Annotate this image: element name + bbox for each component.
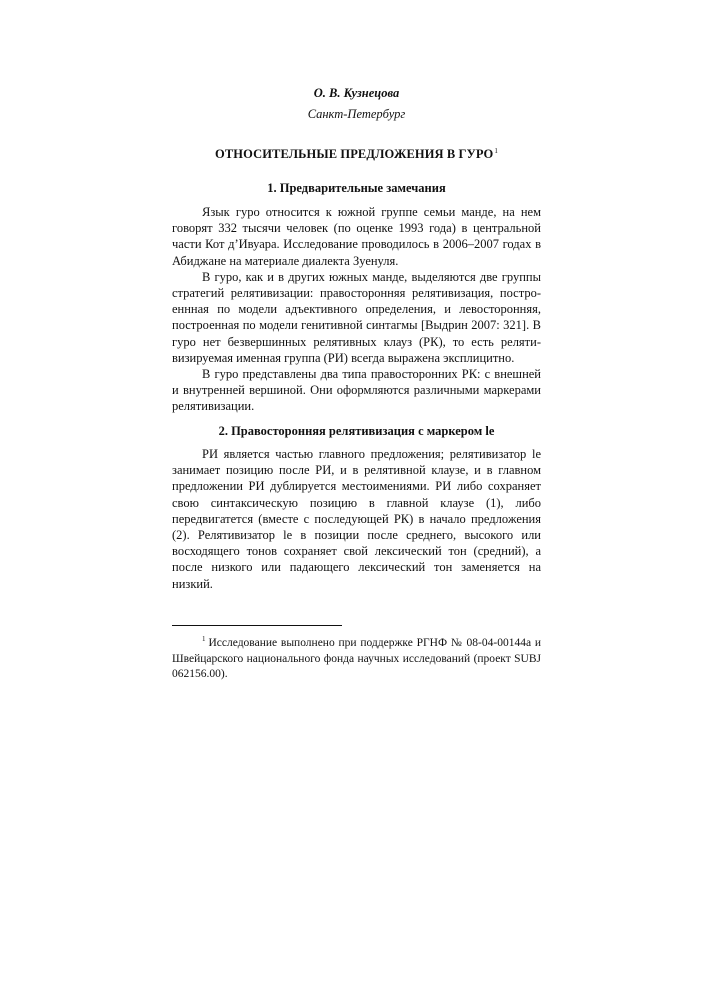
footnote-text: Исследование выполнено при поддержке РГНФ № 08-04-00144а и Швейцарского национального фонда научных исследований (проект SUBJ 062156.00). bbox=[172, 637, 541, 680]
section-1-paragraph-2: В гуро, как и в других южных манде, выделяются две группы стратегий релятивизации: правосторонняя релятивизация, построеннная по модели адъективного определения, и левосторонняя, построенная по модели генитивной синтагмы [Выдрин 2007: 321]. В гуро нет безвершинных релятивных клауз (РК), то есть релятивизируемая именная группа (РИ) всегда выражена эксплицитно. bbox=[172, 269, 541, 365]
paper-title bbox=[172, 147, 541, 162]
section-2-heading: 2. Правосторонняя релятивизация с маркером le bbox=[218, 424, 495, 438]
section-2-paragraph-1: РИ является частью главного предложения; релятивизатор le занимает позицию после РИ, и в релятивной клаузе, и в главном предложении РИ дублируется местоимениями. РИ либо сохраняет свою синтаксическую позицию в главной клаузе (1), либо передвигатется (вместе с последующей РК) в начало предложения (2). Релятивизатор le в позиции после среднего, высокого или восходящего тонов сохраняет свой лексический тон (средний), а после низкого или падающего лексический тон заменяется на низкий. bbox=[172, 447, 541, 591]
paper-title-text: ОТНОСИТЕЛЬНЫЕ ПРЕДЛОЖЕНИЯ В ГУРО bbox=[215, 147, 494, 161]
title-footnote-mark[interactable]: 1 bbox=[494, 147, 498, 155]
author-name: О. В. Кузнецова bbox=[313, 86, 400, 100]
section-1-heading: 1. Предварительные замечания bbox=[267, 181, 446, 195]
footnote bbox=[172, 632, 541, 683]
footnote-divider bbox=[172, 625, 342, 626]
section-2-body bbox=[172, 446, 541, 592]
footnote-mark: 1 bbox=[202, 635, 206, 643]
section-1-paragraph-1: Язык гуро относится к южной группе семьи манде, на нем говорят 332 тысячи человек (по оценке 1993 года) в центральной части Кот д’Ивуара. Исследование проводилось в 2006–2007 годах в Абиджане на материале диалекта Зуенуля. bbox=[172, 205, 541, 268]
section-1-paragraph-3: В гуро представлены два типа правосторонних РК: с внешней и внутренней вершиной. Они оформляются различными маркерами релятивизации. bbox=[172, 367, 541, 414]
author-city: Санкт-Петербург bbox=[307, 107, 406, 121]
section-1-body bbox=[172, 204, 541, 415]
